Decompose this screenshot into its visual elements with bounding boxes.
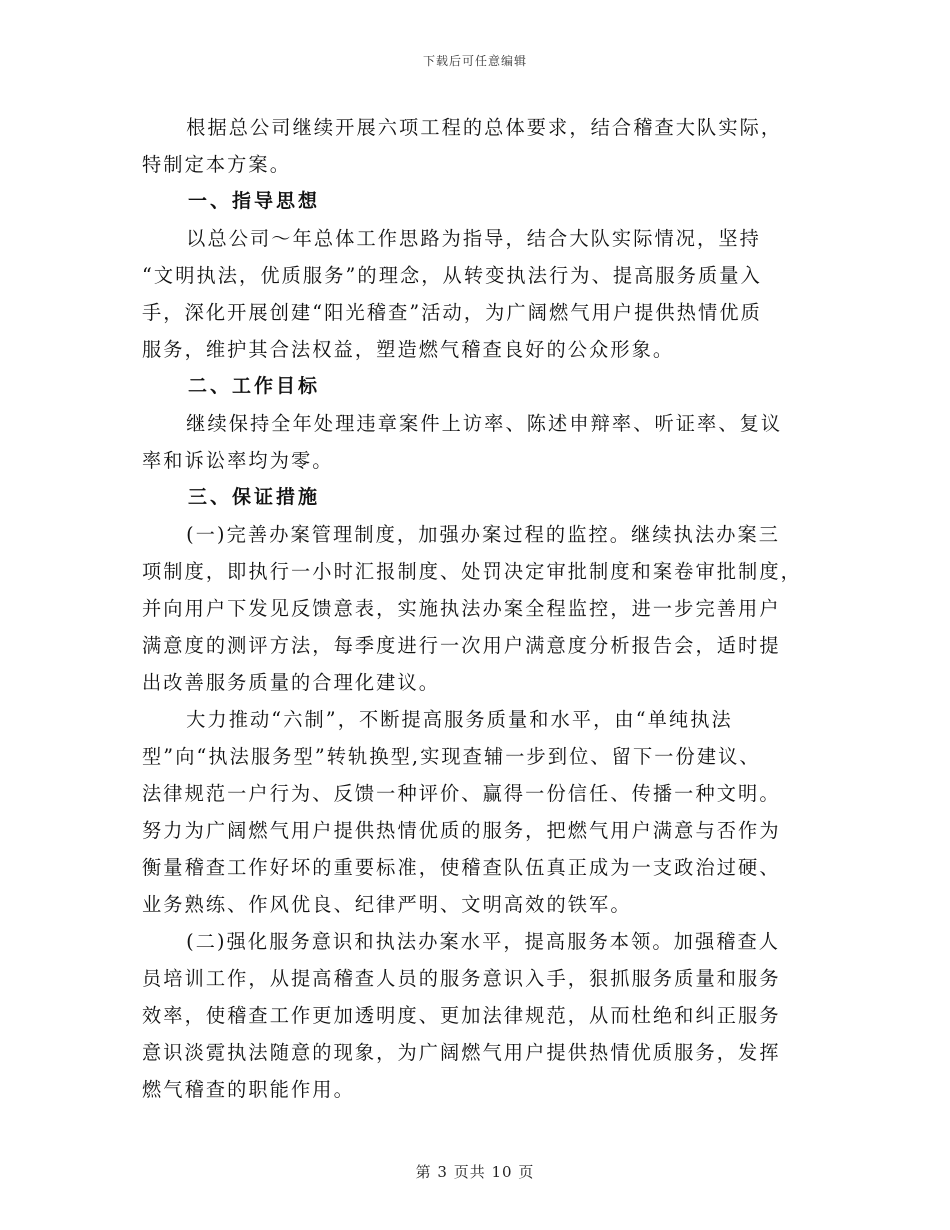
text-line: 并向用户下发见反馈意表，实施执法办案全程监控，进一步完善用户 (142, 597, 781, 620)
section-heading-work-goal: 二、工作目标 (188, 375, 321, 397)
page-header-note: 下载后可任意编辑 (422, 54, 527, 68)
text-line: 特制定本方案。 (142, 153, 292, 176)
text-line: 意识淡霓执法随意的现象，为广阔燃气用户提供热情优质服务，发挥 (142, 1041, 781, 1064)
measure-two-paragraph (142, 923, 797, 1108)
intro-paragraph (142, 109, 797, 183)
text-line: “文明执法，优质服务”的理念，从转变执法行为、提高服务质量入 (142, 264, 762, 287)
text-line: 率和诉讼率均为零。 (142, 449, 334, 472)
text-line: (一)完善办案管理制度，加强办案过程的监控。继续执法办案三 (186, 523, 781, 546)
text-line: 努力为广阔燃气用户提供热情优质的服务，把燃气用户满意与否作为 (142, 819, 781, 842)
text-line: 效率，使稽查工作更加透明度、更加法律规范，从而杜绝和纠正服务 (142, 1004, 781, 1027)
text-line: 燃气稽查的职能作用。 (142, 1078, 355, 1101)
text-line: 型”向“执法服务型”转轨换型,实现查辅一步到位、留下一份建议、 (142, 745, 761, 768)
text-line: 服务，维护其合法权益，塑造燃气稽查良好的公众形象。 (142, 338, 675, 361)
text-line: 继续保持全年处理违章案件上访率、陈述申辩率、听证率、复议 (186, 412, 783, 435)
text-line: 出改善服务质量的合理化建议。 (142, 671, 441, 694)
text-line: 项制度，即执行一小时汇报制度、处罚决定审批制度和案卷审批制度， (142, 560, 802, 583)
document-body (142, 109, 802, 1108)
text-line: 业务熟练、作风优良、纪律严明、文明高效的铁军。 (142, 893, 632, 916)
text-line: 员培训工作，从提高稽查人员的服务意识入手，狠抓服务质量和服务 (142, 967, 781, 990)
text-line: (二)强化服务意识和执法办案水平，提高服务本领。加强稽查人 (186, 930, 781, 953)
text-line: 衡量稽查工作好坏的重要标准，使稽查队伍真正成为一支政治过硬、 (142, 856, 781, 879)
work-goal-paragraph (142, 405, 797, 479)
measure-one-continued-paragraph (142, 701, 797, 923)
measure-one-paragraph (142, 516, 802, 701)
text-line: 大力推动“六制”，不断提高服务质量和水平，由“单纯执法 (186, 708, 733, 731)
text-line: 根据总公司继续开展六项工程的总体要求，结合稽查大队实际， (186, 116, 783, 139)
section-heading-guiding-thought: 一、指导思想 (188, 190, 321, 212)
page-number-footer: 第 3 页共 10 页 (415, 1163, 535, 1181)
text-line: 满意度的测评方法，每季度进行一次用户满意度分析报告会，适时提 (142, 634, 781, 657)
text-line: 以总公司～年总体工作思路为指导，结合大队实际情况，坚持 (186, 227, 761, 250)
text-line: 法律规范一户行为、反馈一种评价、赢得一份信任、传播一种文明。 (142, 782, 781, 805)
text-line: 手，深化开展创建“阳光稽查”活动，为广阔燃气用户提供热情优质 (142, 301, 762, 324)
section-heading-measures: 三、保证措施 (188, 486, 321, 508)
guiding-thought-paragraph (142, 220, 797, 368)
